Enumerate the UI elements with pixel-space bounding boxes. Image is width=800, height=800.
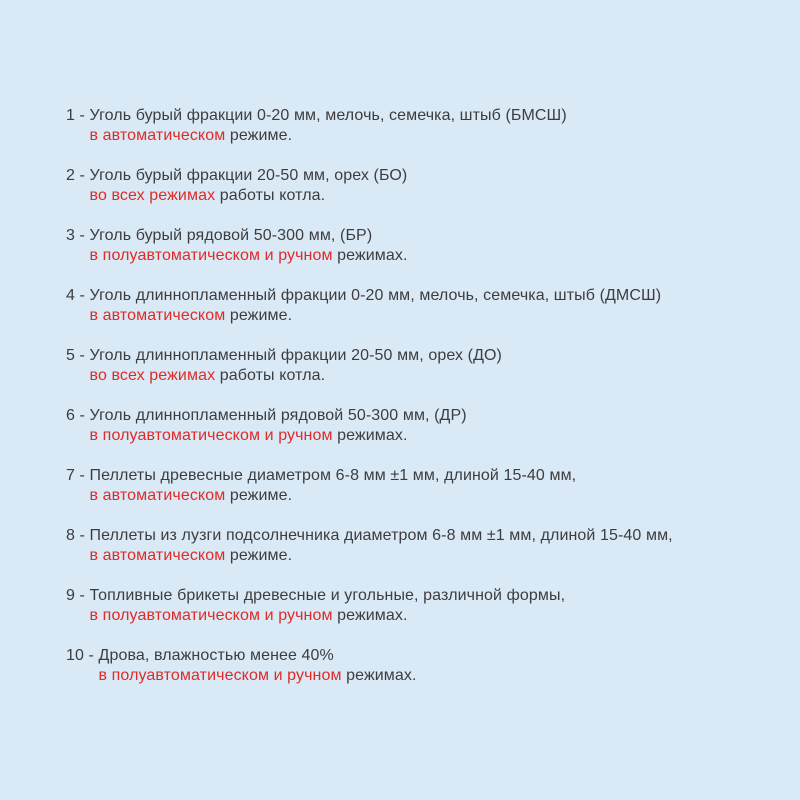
mode-highlight: в полуавтоматическом и ручном [89, 607, 333, 624]
item-content [90, 346, 772, 386]
item-content [99, 646, 772, 686]
item-content [90, 226, 772, 266]
mode-rest: режимах. [332, 607, 408, 624]
mode-line [90, 366, 772, 386]
fuel-description: Дрова, влажностью менее 40% [98, 647, 334, 664]
mode-highlight: во всех режимах [89, 367, 216, 384]
item-number: 9 - [66, 587, 90, 604]
mode-rest: режимах. [332, 427, 408, 444]
item-content [90, 406, 772, 446]
item-number: 4 - [66, 287, 90, 304]
mode-line [90, 606, 772, 626]
fuel-description: Топливные брикеты древесные и угольные, различной формы, [89, 587, 566, 604]
mode-rest: режиме. [225, 547, 293, 564]
fuel-description: Пеллеты из лузги подсолнечника диаметром 6-8 мм ±1 мм, длиной 15-40 мм, [89, 527, 673, 544]
list-item [66, 646, 772, 686]
mode-rest: режиме. [225, 487, 293, 504]
mode-line [90, 486, 772, 506]
fuel-description: Уголь длиннопламенный фракции 20-50 мм, орех (ДО) [89, 347, 502, 364]
item-number: 10 - [66, 647, 99, 664]
mode-line [90, 126, 772, 146]
mode-rest: режимах. [341, 667, 417, 684]
mode-highlight: в автоматическом [89, 307, 226, 324]
list-item [66, 346, 772, 386]
list-item [66, 286, 772, 326]
mode-rest: работы котла. [215, 367, 326, 384]
fuel-description: Пеллеты древесные диаметром 6-8 мм ±1 мм, длиной 15-40 мм, [89, 467, 577, 484]
mode-rest: режиме. [225, 307, 293, 324]
item-number: 2 - [66, 167, 90, 184]
item-content [90, 106, 772, 146]
list-item [66, 226, 772, 266]
list-item [66, 166, 772, 206]
mode-rest: работы котла. [215, 187, 326, 204]
list-item [66, 106, 772, 146]
item-number: 5 - [66, 347, 90, 364]
item-number: 7 - [66, 467, 90, 484]
mode-highlight: в полуавтоматическом и ручном [98, 667, 342, 684]
list-item [66, 466, 772, 506]
mode-line [90, 426, 772, 446]
mode-line [90, 306, 772, 326]
mode-highlight: во всех режимах [89, 187, 216, 204]
item-content [90, 526, 772, 566]
mode-highlight: в полуавтоматическом и ручном [89, 427, 333, 444]
mode-rest: режимах. [332, 247, 408, 264]
item-number: 1 - [66, 107, 90, 124]
item-number: 8 - [66, 527, 90, 544]
item-content [90, 286, 772, 326]
item-content [90, 166, 772, 206]
fuel-description: Уголь бурый фракции 0-20 мм, мелочь, семечка, штыб (БМСШ) [89, 107, 567, 124]
list-item [66, 586, 772, 626]
mode-line [90, 546, 772, 566]
mode-highlight: в полуавтоматическом и ручном [89, 247, 333, 264]
mode-line [90, 246, 772, 266]
mode-highlight: в автоматическом [89, 487, 226, 504]
list-item [66, 406, 772, 446]
item-content [90, 586, 772, 626]
mode-rest: режиме. [225, 127, 293, 144]
fuel-description: Уголь длиннопламенный фракции 0-20 мм, мелочь, семечка, штыб (ДМСШ) [89, 287, 662, 304]
mode-highlight: в автоматическом [89, 127, 226, 144]
mode-line [99, 666, 772, 686]
item-number: 6 - [66, 407, 90, 424]
fuel-description: Уголь бурый рядовой 50-300 мм, (БР) [89, 227, 373, 244]
item-number: 3 - [66, 227, 90, 244]
list-item [66, 526, 772, 566]
item-content [90, 466, 772, 506]
fuel-description: Уголь бурый фракции 20-50 мм, орех (БО) [89, 167, 408, 184]
mode-line [90, 186, 772, 206]
fuel-description: Уголь длиннопламенный рядовой 50-300 мм, (ДР) [89, 407, 467, 424]
mode-highlight: в автоматическом [89, 547, 226, 564]
